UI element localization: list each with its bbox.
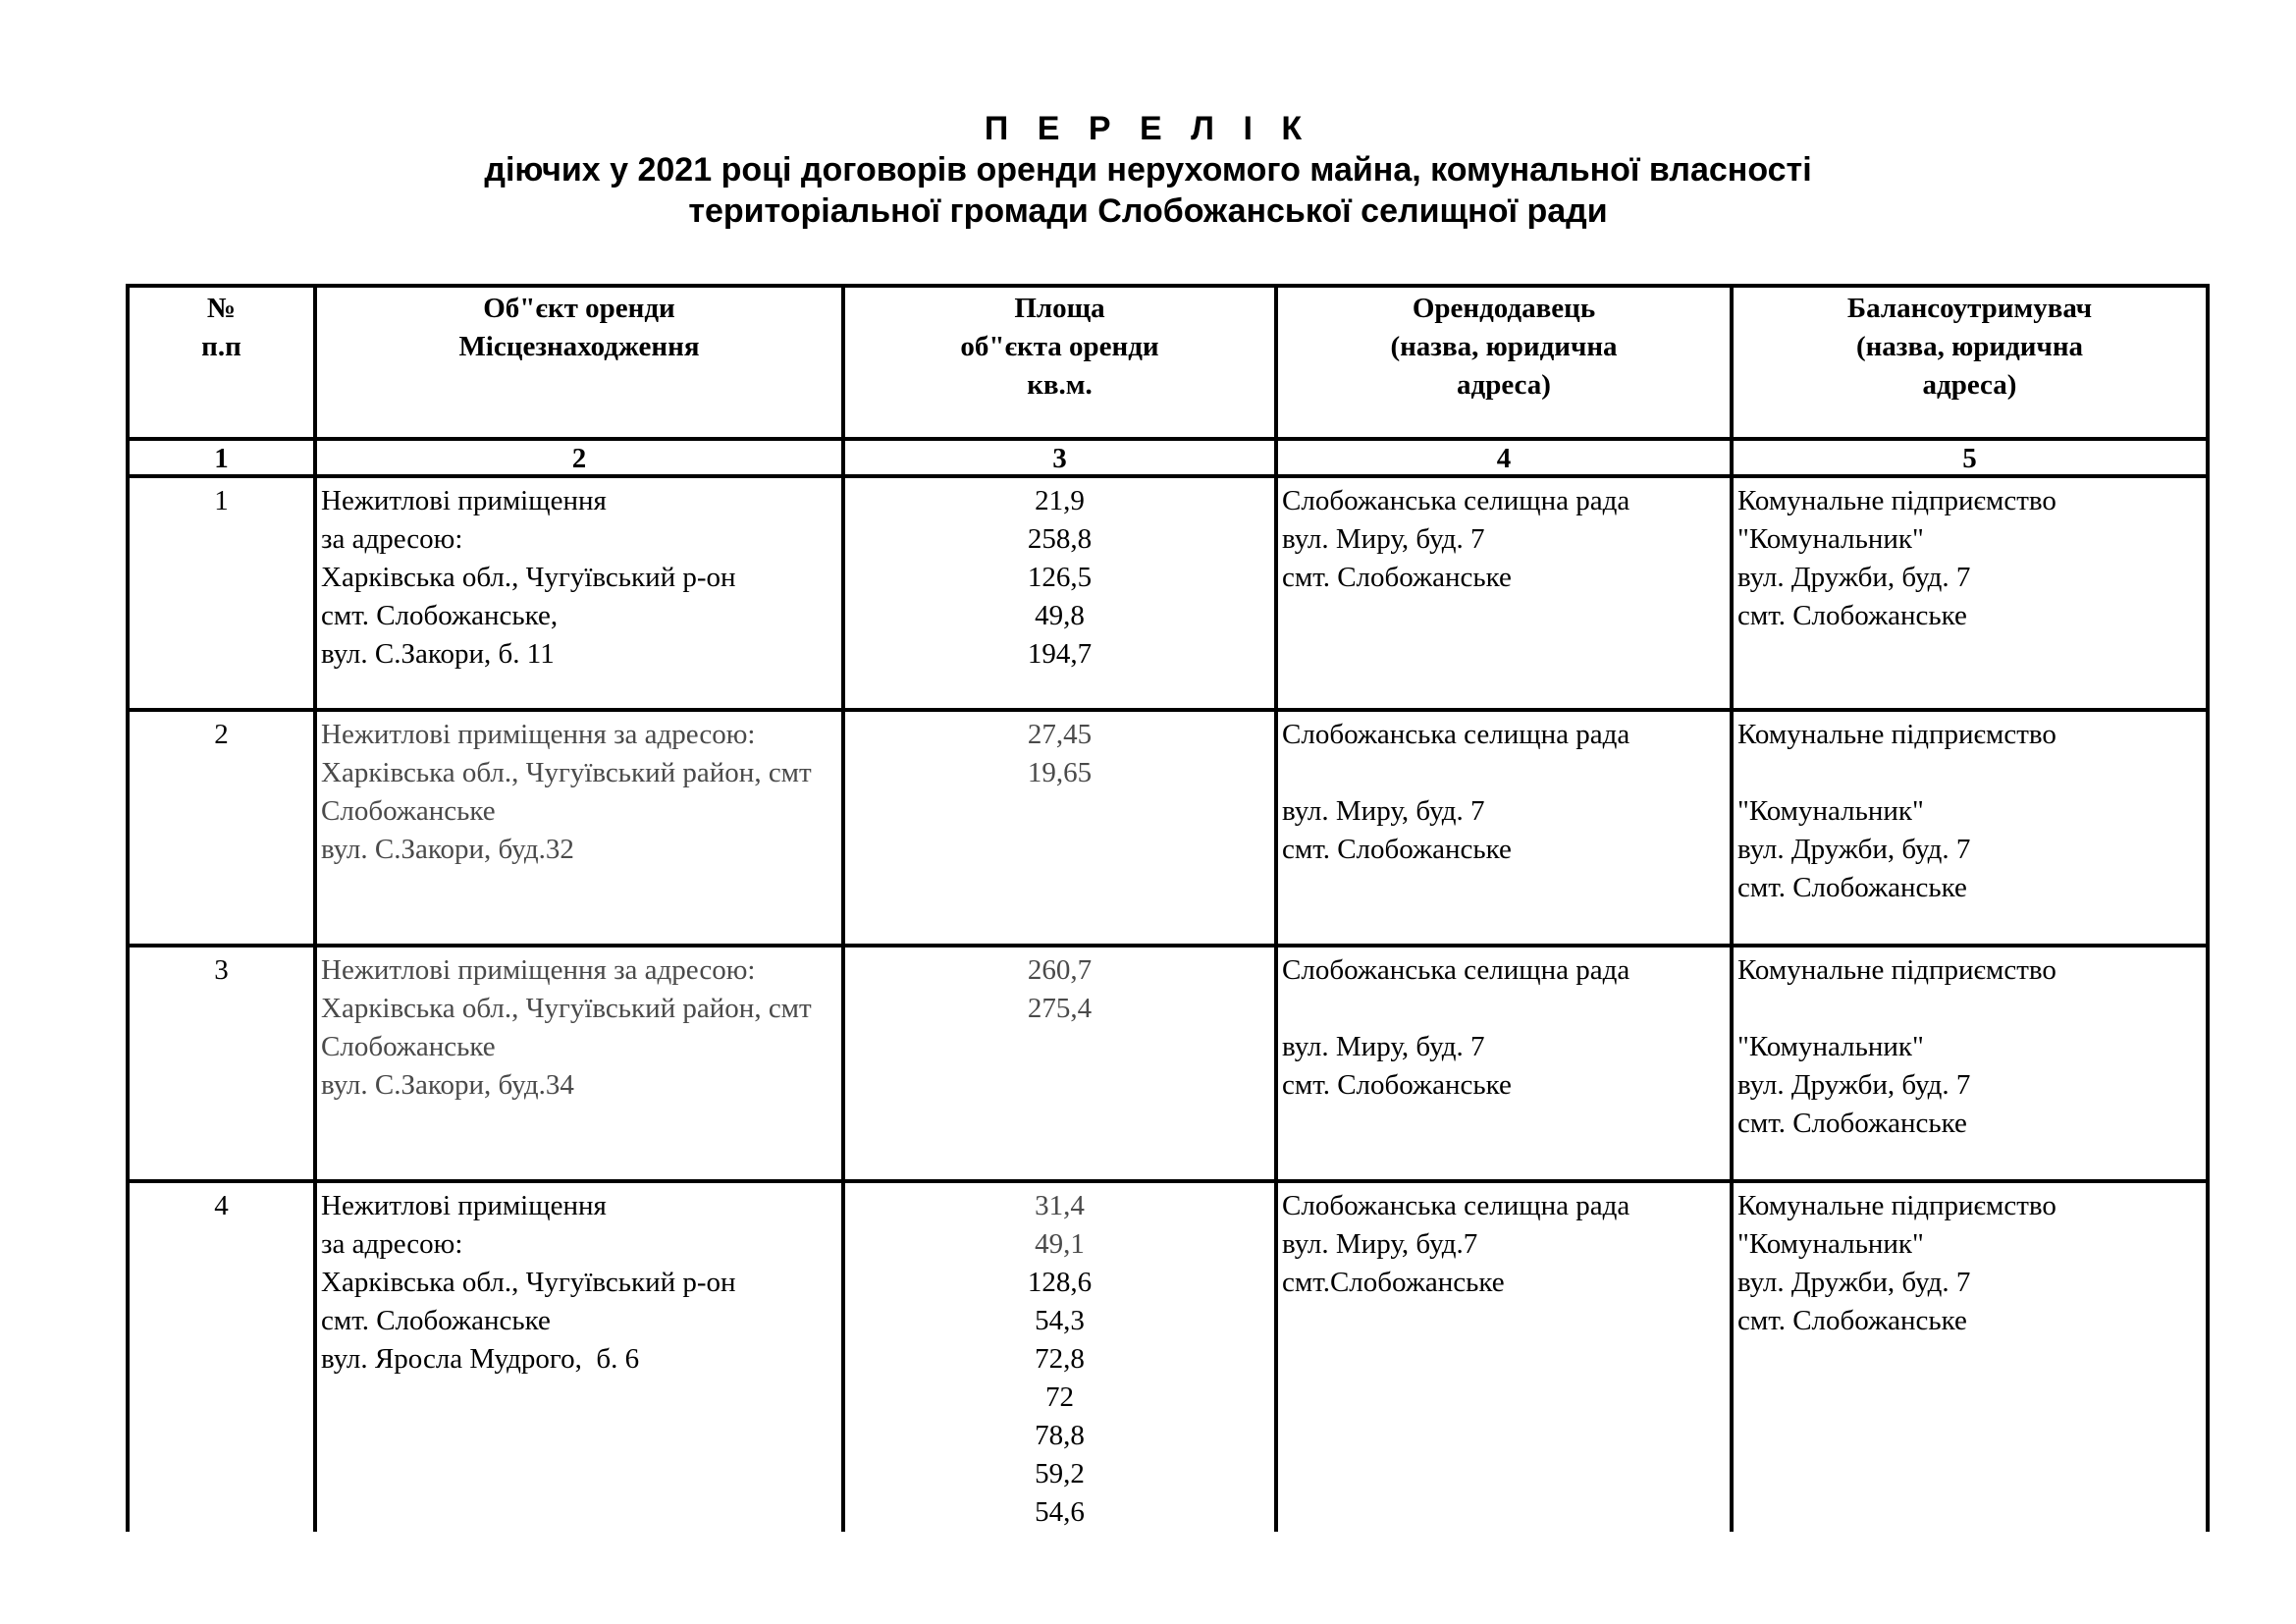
area-cell: 260,7 275,4	[843, 946, 1276, 1181]
title-line-3: територіальної громади Слобожанської селищної ради	[688, 192, 1608, 230]
lease-table	[126, 284, 2210, 1532]
header-object: Об"єкт оренди Місцезнаходження	[315, 286, 843, 439]
area-cell: 31,4 49,1 128,6 54,3 72,8 72 78,8 59,2 54,6	[843, 1181, 1276, 1532]
lessor-cell: Слобожанська селищна рада вул. Миру, буд.7 смт.Слобожанське	[1276, 1181, 1732, 1532]
holder-cell: Комунальне підприємство "Комунальник" вул. Дружби, буд. 7 смт. Слобожанське	[1732, 946, 2208, 1181]
header-holder: Балансоутримувач (назва, юридична адреса)	[1732, 286, 2208, 439]
document-title	[0, 108, 2296, 232]
column-number: 2	[315, 439, 843, 476]
header-no: № п.п	[128, 286, 315, 439]
header-area: Площа об"єкта оренди кв.м.	[843, 286, 1276, 439]
header-row	[128, 286, 2208, 439]
title-line-1: П Е Р Е Л І К	[984, 110, 1312, 147]
column-number: 3	[843, 439, 1276, 476]
column-number: 5	[1732, 439, 2208, 476]
object-cell: Нежитлові приміщення за адресою: Харківська обл., Чугуївський район, смт Слобожанське вул. С.Закори, буд.32	[315, 710, 843, 946]
column-number-row	[128, 439, 2208, 476]
row-number: 3	[128, 946, 315, 1181]
holder-cell: Комунальне підприємство "Комунальник" вул. Дружби, буд. 7 смт. Слобожанське	[1732, 1181, 2208, 1532]
area-cell: 27,45 19,65	[843, 710, 1276, 946]
table-row	[128, 476, 2208, 710]
header-lessor: Орендодавець (назва, юридична адреса)	[1276, 286, 1732, 439]
title-line-2: діючих у 2021 році договорів оренди нерухомого майна, комунальної власності	[484, 151, 1812, 189]
object-cell: Нежитлові приміщення за адресою: Харківська обл., Чугуївський р-он смт. Слобожанське вул. Яросла Мудрого, б. 6	[315, 1181, 843, 1532]
object-cell: Нежитлові приміщення за адресою: Харківська обл., Чугуївський район, смт Слобожанське вул. С.Закори, буд.34	[315, 946, 843, 1181]
holder-cell: Комунальне підприємство "Комунальник" вул. Дружби, буд. 7 смт. Слобожанське	[1732, 710, 2208, 946]
row-number: 2	[128, 710, 315, 946]
holder-cell: Комунальне підприємство "Комунальник" вул. Дружби, буд. 7 смт. Слобожанське	[1732, 476, 2208, 710]
lessor-cell: Слобожанська селищна рада вул. Миру, буд. 7 смт. Слобожанське	[1276, 946, 1732, 1181]
lessor-cell: Слобожанська селищна рада вул. Миру, буд. 7 смт. Слобожанське	[1276, 710, 1732, 946]
column-number: 4	[1276, 439, 1732, 476]
row-number: 1	[128, 476, 315, 710]
row-number: 4	[128, 1181, 315, 1532]
object-cell: Нежитлові приміщення за адресою: Харківська обл., Чугуївський р-он смт. Слобожанське, вул. С.Закори, б. 11	[315, 476, 843, 710]
table-row	[128, 710, 2208, 946]
lessor-cell: Слобожанська селищна рада вул. Миру, буд. 7 смт. Слобожанське	[1276, 476, 1732, 710]
table-row	[128, 946, 2208, 1181]
column-number: 1	[128, 439, 315, 476]
area-cell: 21,9 258,8 126,5 49,8 194,7	[843, 476, 1276, 710]
table-row	[128, 1181, 2208, 1532]
